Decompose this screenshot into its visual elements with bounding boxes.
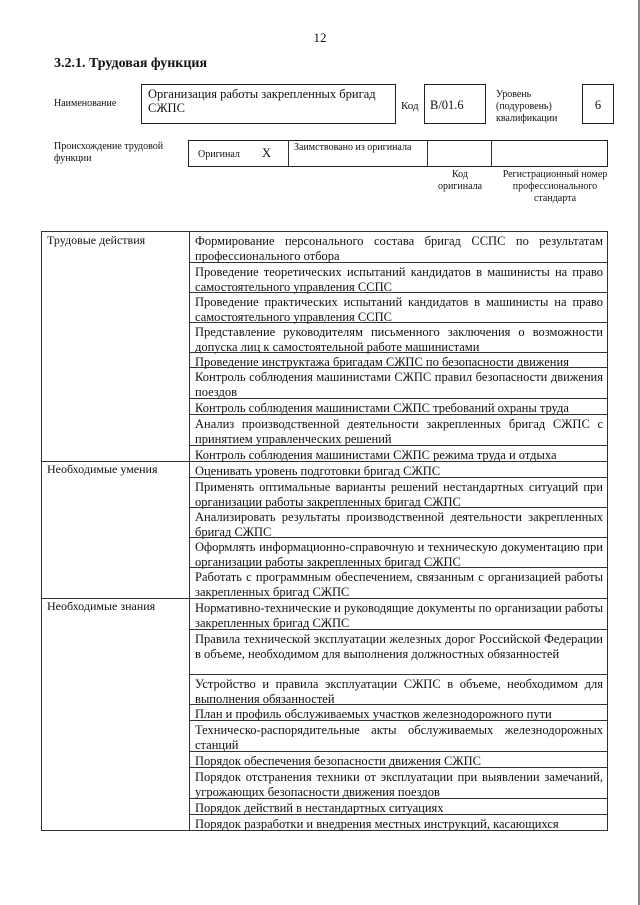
group-label-knowledge: Необходимые знания [47,599,156,613]
section-title: 3.2.1. Трудовая функция [54,56,208,71]
level-value: 6 [594,98,602,112]
table-row: Представление руководителям письменного заключения о возможности допуска лиц к самостоятельной работе машинистами [195,325,603,354]
level-label: Уровень (подуровень) квалификации [496,89,558,124]
table-row: Порядок действий в нестандартных ситуациях [195,801,444,815]
table-row: Порядок разработки и внедрения местных инструкций, касающихся [195,817,559,831]
table-row: Анализировать результаты производственной деятельности закрепленных бригад СЖПС [195,510,603,539]
table-row: Контроль соблюдения машинистами СЖПС правил безопасности движения поездов [195,370,603,399]
group-label-actions: Трудовые действия [47,233,146,247]
orig-code-caption: Код оригинала [437,169,483,192]
table-row: Правила технической эксплуатации железных дорог Российской Федерации в объеме, необходимом для выполнения должностных обязанностей [195,632,603,661]
table-row: Проведение инструктажа бригадам СЖПС по безопасности движения [195,355,569,369]
table-row: Проведение практических испытаний кандидатов в машинисты на право самостоятельного управления ССПС [195,295,603,324]
table-row: Оформлять информационно-справочную и техническую документацию при организации работы закрепленных бригад СЖПС [195,540,603,569]
group-label-skills: Необходимые умения [47,462,158,476]
name-label: Наименование [54,98,117,109]
function-name-box [141,84,396,124]
code-box [424,84,486,124]
table-row: Контроль соблюдения машинистами СЖПС режима труда и отдыха [195,448,557,462]
table-row: Применять оптимальные варианты решений нестандартных ситуаций при организации работы закрепленных бригад СЖПС [195,480,603,509]
table-row: Контроль соблюдения машинистами СЖПС требований охраны труда [195,401,569,415]
original-label: Оригинал [198,149,240,160]
table-row: План и профиль обслуживаемых участков железнодорожного пути [195,707,552,721]
table-row: Оценивать уровень подготовки бригад СЖПС [195,464,441,478]
table-row: Порядок обеспечения безопасности движения СЖПС [195,754,481,768]
table-row: Нормативно-технические и руководящие документы по организации работы закрепленных бригад СЖПС [195,601,603,630]
reg-number-caption: Регистрационный номер профессионального стандарта [502,169,608,204]
table-row: Проведение теоретических испытаний кандидатов в машинисты на право самостоятельного управления ССПС [195,265,603,294]
borrowed-label: Заимствовано из оригинала [294,142,412,153]
level-box [582,84,614,124]
table-row: Анализ производственной деятельности закрепленных бригад СЖПС с принятием управленческих решений [195,417,603,446]
page-number: 12 [313,30,327,45]
table-row: Порядок отстранения техники от эксплуатации при выявлении замечаний, угрожающих безопасности движения поездов [195,770,603,799]
table-row: Работать с программным обеспечением, связанным с организацией работы закрепленных бригад СЖПС [195,570,603,599]
table-row: Формирование персонального состава бригад ССПС по результатам профессионального отбора [195,234,603,263]
code-value: B/01.6 [430,98,464,112]
table-row: Техническо-распорядительные акты обслуживаемых железнодорожных станций [195,723,603,752]
origin-label: Происхождение трудовой функции [54,141,164,164]
original-mark: X [262,146,272,160]
code-label: Код [401,100,419,112]
table-row: Устройство и правила эксплуатации СЖПС в объеме, необходимом для выполнения обязанностей [195,677,603,706]
function-name-value: Организация работы закрепленных бригад СЖПС [148,87,376,115]
